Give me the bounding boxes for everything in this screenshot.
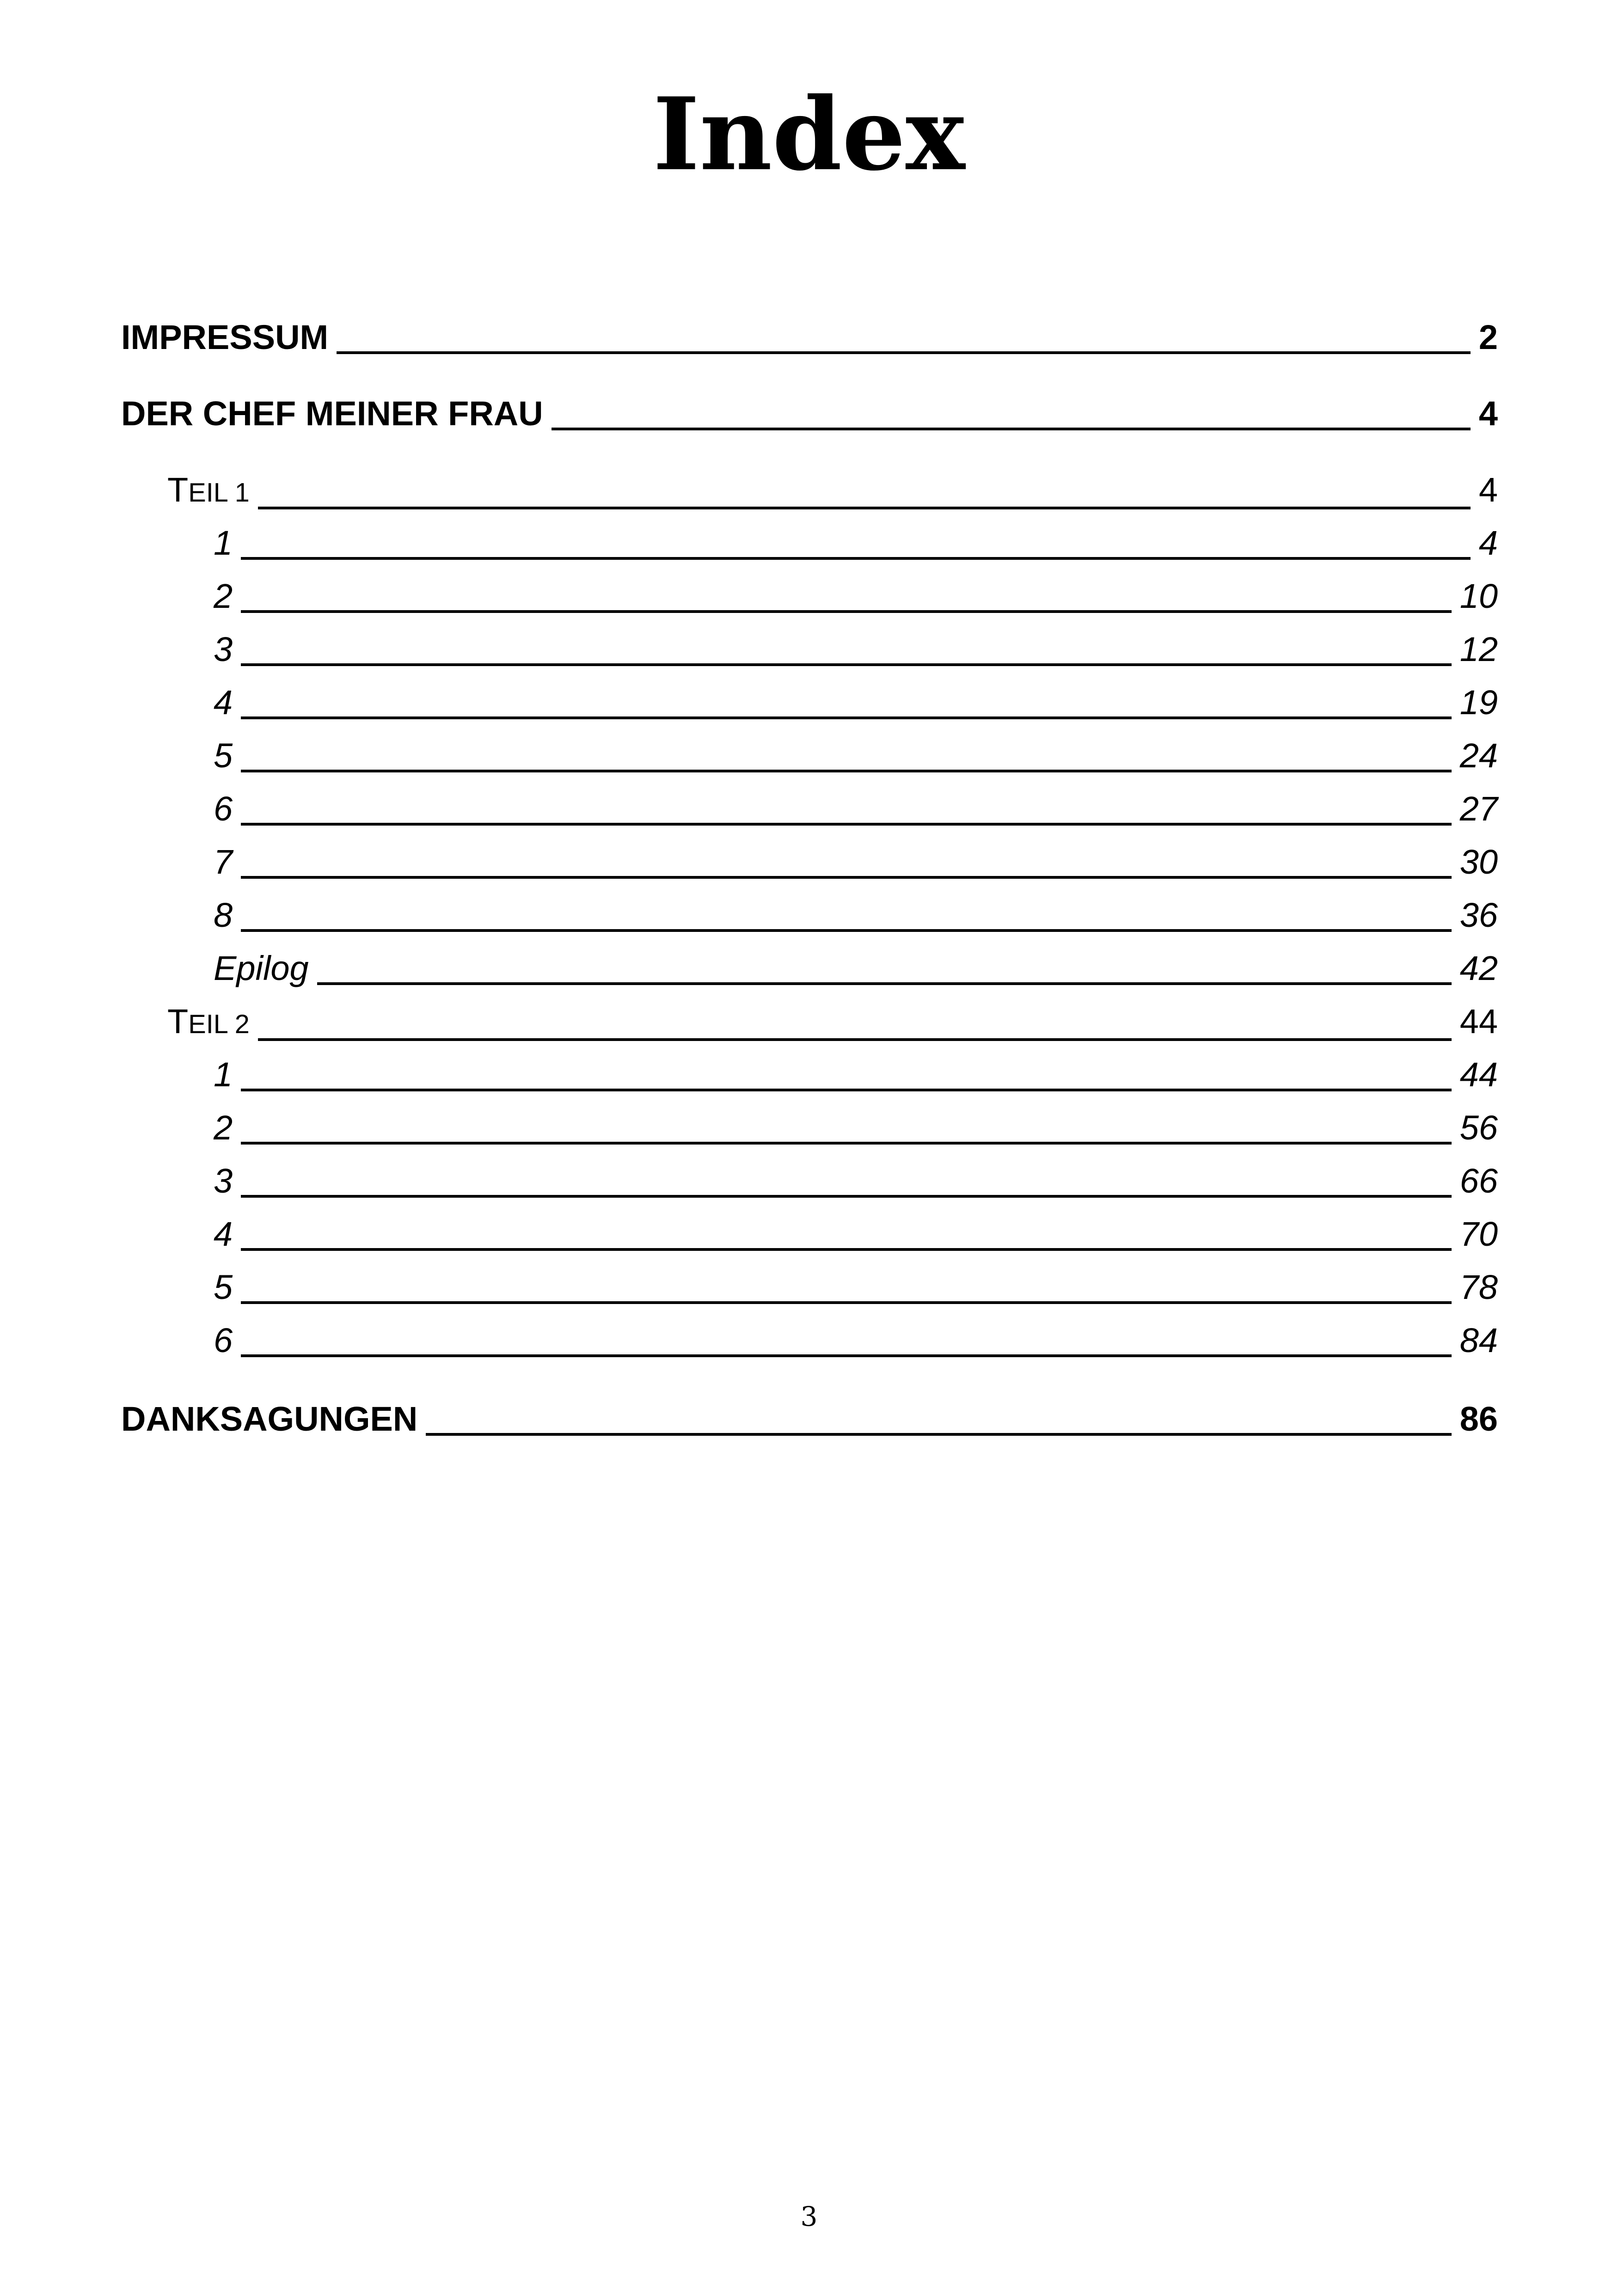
toc-entry-label: IMPRESSUM	[121, 318, 329, 356]
toc-entry	[121, 391, 1498, 437]
toc-leader-line	[337, 351, 1471, 354]
toc-entry-page: 70	[1459, 1215, 1498, 1253]
toc-leader-line	[241, 557, 1471, 560]
toc-leader-line	[241, 929, 1452, 932]
toc-entry-page: 4	[1478, 524, 1498, 562]
toc-entry-label: DER CHEF MEINER FRAU	[121, 394, 543, 433]
toc-leader-line	[241, 1301, 1452, 1304]
toc-leader-line	[241, 1089, 1452, 1091]
toc-entry-label: 6	[214, 1321, 233, 1359]
toc-leader-line	[241, 1354, 1452, 1357]
toc-entry-label: Epilog	[214, 949, 309, 987]
toc-entry	[214, 892, 1498, 938]
toc-entry-label: 4	[214, 1215, 233, 1253]
toc-entry-label: 1	[214, 524, 233, 562]
toc-entry-page: 4	[1478, 394, 1498, 433]
toc-leader-line	[241, 1195, 1452, 1198]
toc-entry-page: 4	[1478, 471, 1498, 509]
toc-entry-page: 10	[1459, 577, 1498, 615]
toc-entry	[214, 1158, 1498, 1204]
toc-entry	[214, 520, 1498, 566]
toc-entry-label: 3	[214, 1162, 233, 1200]
toc-entry-page: 12	[1459, 630, 1498, 668]
toc-entry-label: 3	[214, 630, 233, 668]
toc-entry-page: 24	[1459, 736, 1498, 775]
toc-leader-line	[241, 1142, 1452, 1145]
toc-entry-page: 44	[1459, 1002, 1498, 1041]
toc-entry-page: 19	[1459, 683, 1498, 722]
toc-entry	[167, 998, 1498, 1047]
toc-entry	[121, 1396, 1498, 1442]
toc-leader-line	[241, 610, 1452, 613]
toc-entry-page: 86	[1459, 1400, 1498, 1438]
page-title: Index	[653, 75, 965, 193]
toc-entry-page: 30	[1459, 843, 1498, 881]
toc-entry	[214, 1211, 1498, 1257]
toc-entry-label: TEIL 2	[167, 1002, 250, 1041]
toc-leader-line	[241, 1248, 1452, 1251]
toc-leader-line	[426, 1433, 1451, 1436]
toc-entry	[214, 839, 1498, 885]
toc-entry-page: 56	[1459, 1108, 1498, 1147]
toc-entry-label: 4	[214, 683, 233, 722]
toc-entry-page: 66	[1459, 1162, 1498, 1200]
toc-entry	[214, 1317, 1498, 1364]
toc-entry-label: 1	[214, 1055, 233, 1094]
toc-entry	[214, 1264, 1498, 1310]
toc-entry	[121, 314, 1498, 361]
toc-leader-line	[241, 716, 1452, 719]
toc-leader-line	[241, 663, 1452, 666]
toc-entry	[214, 945, 1498, 992]
toc-leader-line	[552, 428, 1471, 430]
toc-entry-page: 84	[1459, 1321, 1498, 1359]
toc-entry-page: 2	[1478, 318, 1498, 356]
toc-leader-line	[241, 876, 1452, 879]
toc-entry	[214, 733, 1498, 779]
toc-entry-label: DANKSAGUNGEN	[121, 1400, 418, 1438]
toc-entry-label: 5	[214, 1268, 233, 1306]
toc-entry	[214, 1105, 1498, 1151]
toc-entry-page: 27	[1459, 790, 1498, 828]
toc-leader-line	[258, 507, 1471, 509]
toc-entry-page: 36	[1459, 896, 1498, 934]
toc-entry	[214, 573, 1498, 619]
toc-entry-label: 2	[214, 577, 233, 615]
page-number: 3	[800, 2201, 818, 2232]
toc-entry-label: 2	[214, 1108, 233, 1147]
toc-entry-page: 42	[1459, 949, 1498, 987]
toc-entry-label: 7	[214, 843, 233, 881]
toc-entry	[214, 786, 1498, 832]
toc-entry	[214, 680, 1498, 726]
toc-entry-label: TEIL 1	[167, 471, 250, 509]
toc-entry	[214, 1052, 1498, 1098]
toc-leader-line	[241, 823, 1452, 826]
toc-entry	[214, 626, 1498, 673]
toc-leader-line	[317, 982, 1452, 985]
toc-leader-line	[241, 770, 1452, 772]
toc-entry	[167, 467, 1498, 516]
toc-entry-label: 8	[214, 896, 233, 934]
toc-entry-page: 78	[1459, 1268, 1498, 1306]
toc-entry-label: 6	[214, 790, 233, 828]
toc-entry-page: 44	[1459, 1055, 1498, 1094]
toc-entry-label: 5	[214, 736, 233, 775]
toc-leader-line	[258, 1038, 1452, 1041]
